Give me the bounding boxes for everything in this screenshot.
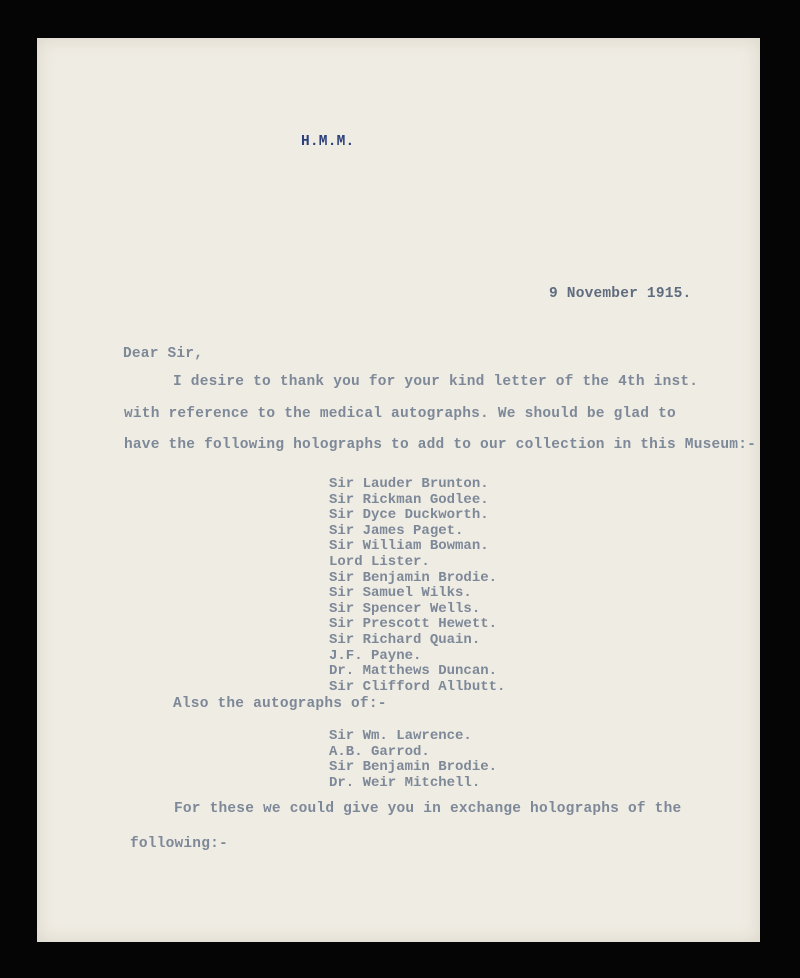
list-item <box>329 758 497 774</box>
also-line: Also the autographs of:- <box>173 696 387 712</box>
list-item <box>329 631 505 647</box>
list-item-text: Sir Benjamin Brodie. <box>329 569 498 586</box>
list-item-text: Sir Wm. Lawrence. <box>329 728 472 744</box>
closing-line: For these we could give you in exchange holographs of the <box>174 801 682 817</box>
list-item <box>329 506 505 522</box>
list-item-text: Lord Lister. <box>329 553 430 570</box>
holographs-list <box>329 475 505 693</box>
list-item <box>329 662 505 678</box>
letter-date: 9 November 1915. <box>549 286 692 302</box>
list-item <box>329 569 505 585</box>
salutation: Dear Sir, <box>123 346 204 362</box>
list-item-text: Sir Dyce Duckworth. <box>329 507 489 524</box>
list-item-text: Sir William Bowman. <box>329 538 489 555</box>
list-item <box>329 553 505 569</box>
list-item <box>329 475 505 491</box>
list-item <box>329 600 505 616</box>
list-item-text: Sir Benjamin Brodie. <box>329 759 498 776</box>
list-item <box>329 615 505 631</box>
list-item-text: Sir James Paget. <box>329 522 464 539</box>
body-line: with reference to the medical autographs. We should be glad to <box>124 406 676 422</box>
list-item-text: Sir Clifford Allbutt. <box>329 678 506 695</box>
list-item-text: J.F. Payne. <box>329 647 422 664</box>
closing-line: following:- <box>130 836 228 852</box>
list-item-text: A.B. Garrod. <box>329 743 430 760</box>
list-item-text: Dr. Weir Mitchell. <box>329 775 481 792</box>
body-line: have the following holographs to add to our collection in this Museum:- <box>124 437 757 453</box>
list-item <box>329 522 505 538</box>
list-item <box>329 584 505 600</box>
list-item <box>329 743 497 759</box>
list-item-text: Sir Spencer Wells. <box>329 600 481 617</box>
list-item-text: Sir Samuel Wilks. <box>329 585 472 602</box>
list-item-text: Dr. Matthews Duncan. <box>329 663 498 680</box>
list-item <box>329 537 505 553</box>
letter-reference: H.M.M. <box>301 134 355 150</box>
list-item <box>329 774 497 790</box>
autographs-list <box>329 727 497 790</box>
list-item-text: Sir Lauder Brunton. <box>329 476 489 492</box>
list-item-text: Sir Richard Quain. <box>329 631 481 648</box>
list-item <box>329 678 505 694</box>
list-item <box>329 727 497 743</box>
list-item <box>329 491 505 507</box>
list-item <box>329 647 505 663</box>
body-line: I desire to thank you for your kind letter of the 4th inst. <box>173 374 699 390</box>
list-item-text: Sir Prescott Hewett. <box>329 616 498 633</box>
list-item-text: Sir Rickman Godlee. <box>329 491 489 508</box>
